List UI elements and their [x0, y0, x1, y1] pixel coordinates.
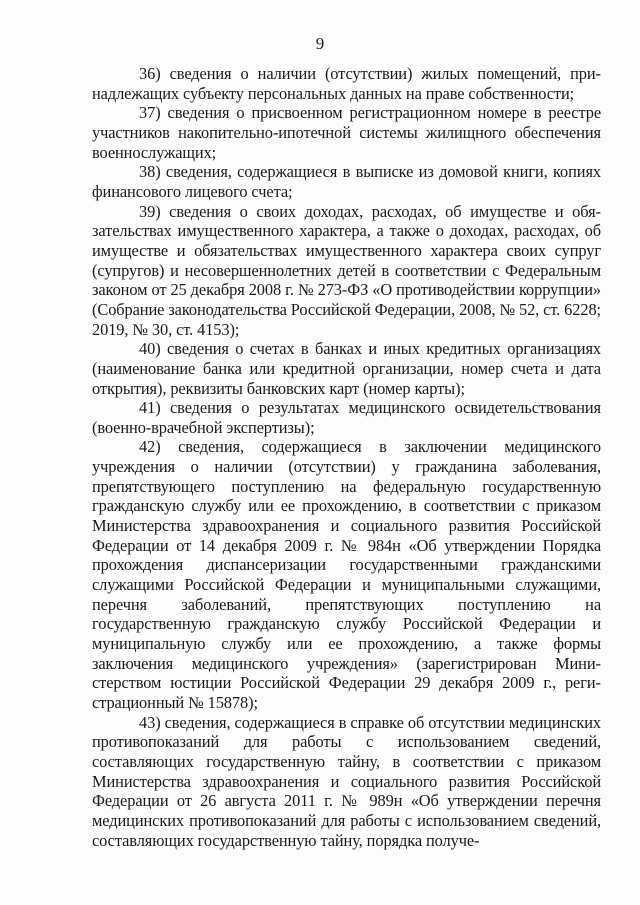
list-item-43: 43) сведения, содержащиеся в справке об отсутствии медицинских противопоказаний для работы с использованием сведений, составляющих государственную тайну, в соответствии с приказом Министерства здравоохранения и социального развития Российской Федерации от 26 августа 2011 г. № 989н «Об утверждении перечня медицинских противопоказаний для работы с использованием сведений, составляющих государственную тайну, порядка получе- — [92, 712, 601, 850]
document-body — [92, 64, 601, 850]
list-item-40: 40) сведения о счетах в банках и иных кредитных организациях (наименование банка или кредитной организации, номер счета и дата открытия), реквизиты банковских карт (номер карты); — [92, 339, 601, 398]
list-item-37: 37) сведения о присвоенном регистрационном номере в реестре участников накопительно-ипотечной системы жилищного обеспечения военнослужащих; — [92, 103, 601, 162]
list-item-42: 42) сведения, содержащиеся в заключении медицинского учреждения о наличии (отсутствии) у гражданина заболевания, препятствующего поступлению на федеральную государственную гражданскую службу или ее прохождению, в соответствии с приказом Министерства здравоохранения и социального развития Российской Федерации от 14 декабря 2009 г. № 984н «Об утверждении Порядка прохождения диспансеризации государственными гражданскими служащими Российской Федерации и муниципальными служащими, перечня заболеваний, препятствующих поступлению на государственную гражданскую службу Российской Федерации и муниципальную службу или ее прохождению, а также формы заключения медицинского учреждения» (зарегистрирован Министерством юстиции Российской Федерации 29 декабря 2009 г., регистрационный № 15878); — [92, 437, 601, 712]
list-item-39: 39) сведения о своих доходах, расходах, об имуществе и обязательствах имущественного характера, а также о доходах, расходах, об имуществе и обязательствах имущественного характера своих супруг (супругов) и несовершеннолетних детей в соответствии с Федеральным законом от 25 декабря 2008 г. № 273-ФЗ «О противодействии коррупции» (Собрание законодательства Российской Федерации, 2008, № 52, ст. 6228; 2019, № 30, ст. 4153); — [92, 201, 602, 339]
list-item-38: 38) сведения, содержащиеся в выписке из домовой книги, копиях финансового лицевого счета; — [92, 162, 601, 201]
list-item-36: 36) сведения о наличии (отсутствии) жилых помещений, принадлежащих субъекту персональных данных на праве собственности; — [92, 64, 601, 103]
page-number: 9 — [315, 34, 325, 53]
list-item-41: 41) сведения о результатах медицинского освидетельствования (военно-врачебной экспертизы); — [92, 398, 601, 437]
